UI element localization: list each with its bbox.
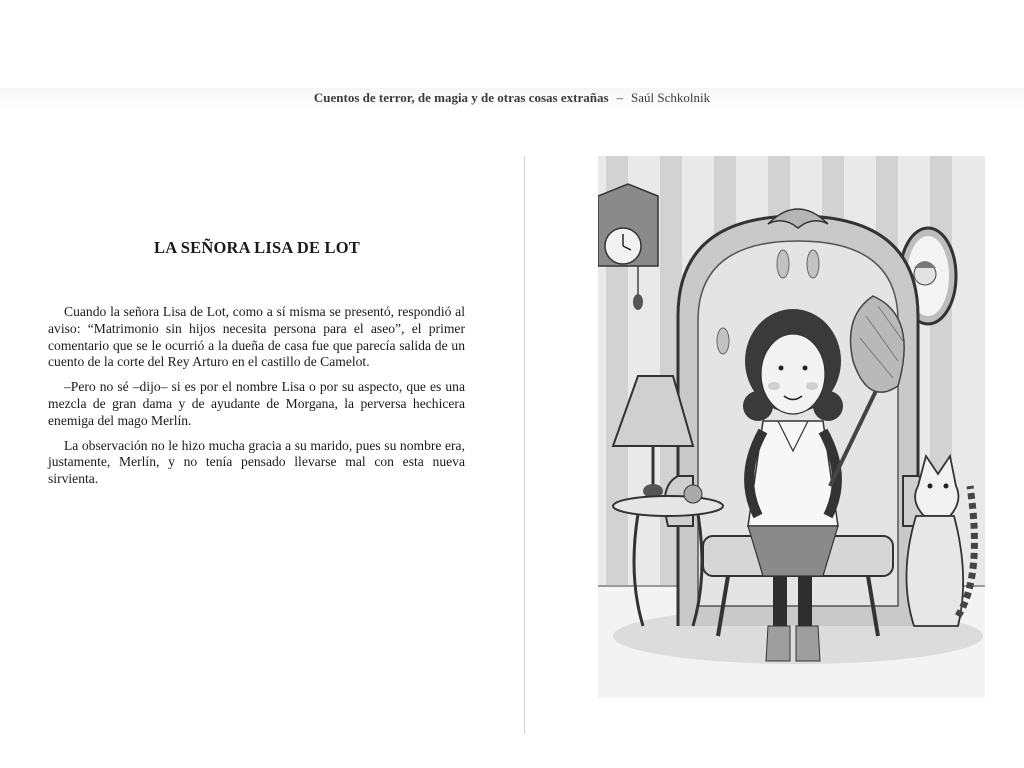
- book-title: Cuentos de terror, de magia y de otras cosas extrañas: [313, 90, 609, 105]
- left-page: [0, 120, 522, 740]
- author-name: Saúl Schkolnik: [631, 90, 711, 105]
- illustration-woman-armchair-icon: [598, 156, 985, 698]
- paragraph-3: La observación no le hizo mucha gracia a su marido, pues su nombre era, justamente, Merlín, y no tenía pensado llevarse mal con esta nueva sirvienta.: [48, 437, 465, 487]
- running-header: [0, 90, 1024, 106]
- paragraph-2: –Pero no sé –dijo– si es por el nombre Lisa o por su aspecto, que es una mezcla de gran dama y de ayudante de Morgana, la perversa hechicera enemiga del mago Merlín.: [48, 379, 465, 428]
- title-separator: –: [616, 90, 624, 105]
- chapter-text: [48, 304, 465, 496]
- page-header: [0, 0, 1024, 90]
- paragraph-1: Cuando la señora Lisa de Lot, como a sí misma se presentó, respondió al aviso: “Matrimonio sin hijos necesita persona para el aseo”, el primer comentario que se le ocurrió a la dueña de casa fue que parecía salida de un cuento de la corte del Rey Arturo en el castillo de Camelot.: [48, 304, 465, 370]
- chapter-title: LA SEÑORA LISA DE LOT: [154, 238, 360, 257]
- book-spine-divider: [524, 156, 525, 734]
